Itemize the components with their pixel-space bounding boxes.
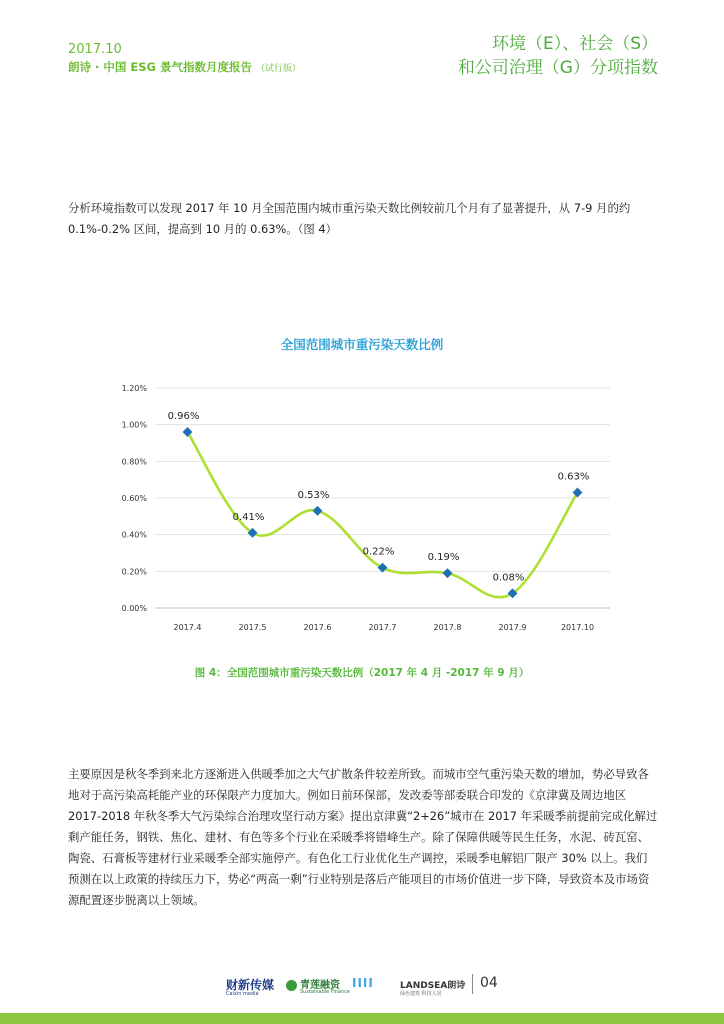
x-tick-label: 2017.4: [173, 623, 202, 632]
y-tick-label: 1.20%: [121, 384, 147, 393]
x-tick-label: 2017.9: [498, 623, 527, 632]
y-tick-label: 0.40%: [121, 530, 147, 540]
data-label: 0.19%: [427, 552, 460, 564]
data-point-marker: [313, 506, 323, 516]
x-tick-label: 2017.5: [238, 623, 267, 632]
sustainable-finance-text: 青莲融资: [300, 980, 340, 991]
data-label: 0.53%: [297, 489, 330, 501]
report-date: 2017.10: [68, 42, 122, 57]
x-tick-label: 2017.8: [433, 623, 462, 632]
data-label: 0.63%: [557, 471, 590, 483]
line-chart: [110, 370, 630, 640]
figure-caption: 图 4：全国范围城市重污染天数比例（2017 年 4 月 -2017 年 9 月）: [194, 667, 530, 679]
x-tick-label: 2017.10: [560, 623, 595, 632]
sustainable-finance-sub: Sustainable Finance: [300, 989, 350, 995]
page-number: 04: [480, 975, 498, 991]
footer-divider: [472, 974, 473, 994]
data-label: 0.22%: [362, 546, 395, 558]
landsea-logo: [400, 978, 465, 997]
data-label: 0.41%: [232, 511, 265, 523]
x-tick-label: 2017.7: [368, 623, 397, 632]
y-tick-label: 0.00%: [121, 604, 147, 613]
sustainable-finance-logo: [286, 976, 350, 995]
landsea-logo-text: LANDSEA朗诗: [400, 981, 466, 991]
leaf-icon: [286, 980, 297, 991]
analysis-paragraph: 分析环境指数可以发现 2017 年 10 月全国范围内城市重污染天数比例较前几个月有了显著提升，从 7-9 月的约 0.1%-0.2% 区间，提高到 10 月的 0.63%。（图 4）: [68, 201, 631, 236]
caixin-logo-sub: Caixin media: [226, 991, 259, 997]
footer: [0, 970, 724, 1000]
x-tick-label: 2017.6: [303, 623, 332, 632]
report-title: [68, 60, 301, 77]
y-tick-label: 0.80%: [121, 457, 147, 467]
section-title-line1: 环境（E）、社会（S）: [491, 34, 658, 54]
chart-title: 全国范围城市重污染天数比例: [280, 337, 444, 352]
header-left: [68, 42, 301, 77]
section-title-line2: 和公司治理（G）分项指数: [457, 58, 658, 78]
bottom-accent-bar: [0, 1013, 724, 1024]
y-tick-label: 1.00%: [121, 420, 147, 430]
report-title-text: 朗诗 · 中国 ESG 景气指数月度报告: [68, 60, 252, 74]
iiii-logo: IIII: [352, 976, 374, 990]
landsea-logo-sub: 绿色建筑 科技人居: [400, 991, 442, 997]
data-label: 0.08%: [492, 572, 525, 584]
caixin-logo: [226, 976, 274, 997]
data-point-marker: [443, 568, 453, 578]
section-title: [458, 33, 658, 79]
report-trial-tag: （试行版）: [255, 64, 301, 74]
caixin-logo-text: 财新传媒: [226, 978, 275, 992]
y-tick-label: 0.60%: [121, 494, 147, 503]
data-label: 0.96%: [167, 411, 200, 422]
reason-paragraph: 主要原因是秋冬季到来北方逐渐进入供暖季加之大气扩散条件较差所致。而城市空气重污染天数的增加，势必导致各地对于高污染高耗能产业的环保限产力度加大。例如日前环保部，发改委等部委联合印发的《京津冀及周边地区 2017-2018 年秋冬季大气污染综合治理攻坚行动方案》提出京津冀“2+26”城市在 2017 年采暖季前提前完成化解过剩产能任务，钢铁、焦化、建材、有色等多个行业在采暖季将错峰生产。除了保障供暖等民生任务，水泥、砖瓦窑、陶瓷、石膏板等建材行业采暖季全部实施停产。有色化工行业优化生产调控，采暖季电解铝厂限产 30% 以上。我们预测在以上政策的持续压力下，势必“两高一剩”行业特别是落后产能项目的市场价值进一步下降，导致资本及市场资源配置逐步脱离以上领域。: [68, 767, 658, 907]
y-tick-label: 0.20%: [121, 567, 147, 577]
